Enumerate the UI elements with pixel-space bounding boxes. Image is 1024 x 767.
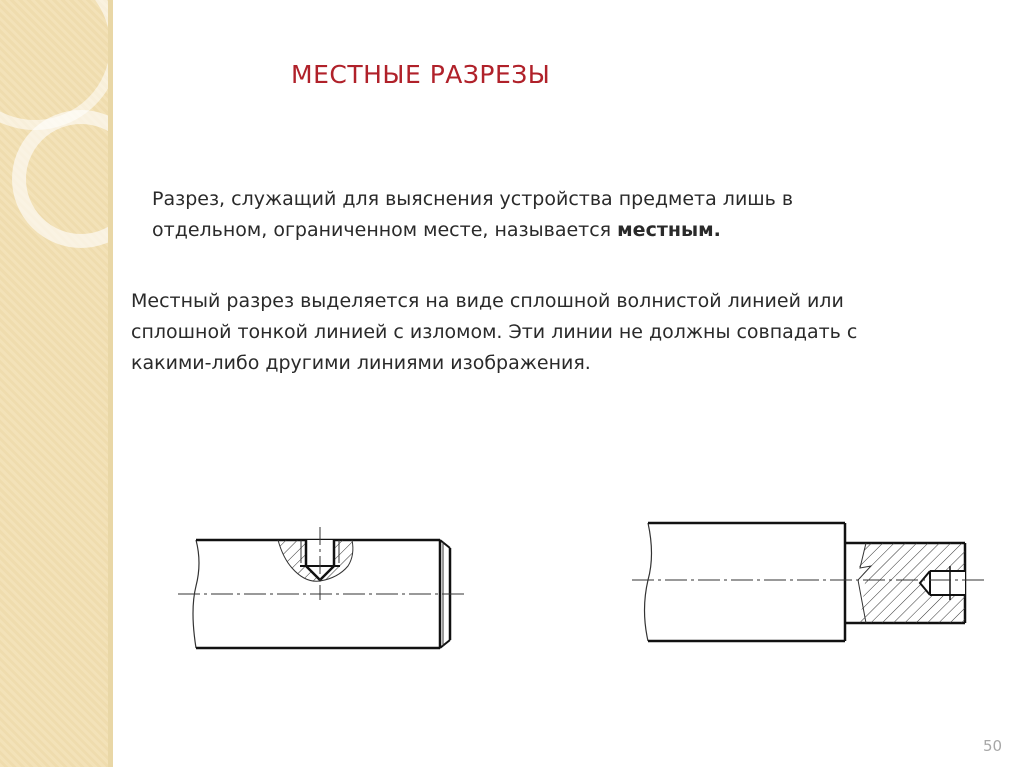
- shaft-with-hole-local-section: [178, 527, 466, 648]
- stepped-shaft-local-section: [632, 523, 985, 641]
- definition-line-2-text: отдельном, ограниченном месте, называется: [152, 219, 618, 241]
- page-number: 50: [983, 737, 1003, 755]
- description-line-2: сплошной тонкой линией с изломом. Эти линии не должны совпадать с: [131, 321, 858, 343]
- definition-line-1: Разрез, служащий для выяснения устройства предмета лишь в: [152, 188, 794, 210]
- definition-term: местным.: [617, 219, 721, 241]
- slide-title: МЕСТНЫЕ РАЗРЕЗЫ: [291, 60, 551, 89]
- description-line-3: какими-либо другими линиями изображения.: [131, 352, 591, 374]
- description-line-1: Местный разрез выделяется на виде сплошной волнистой линией или: [131, 290, 844, 312]
